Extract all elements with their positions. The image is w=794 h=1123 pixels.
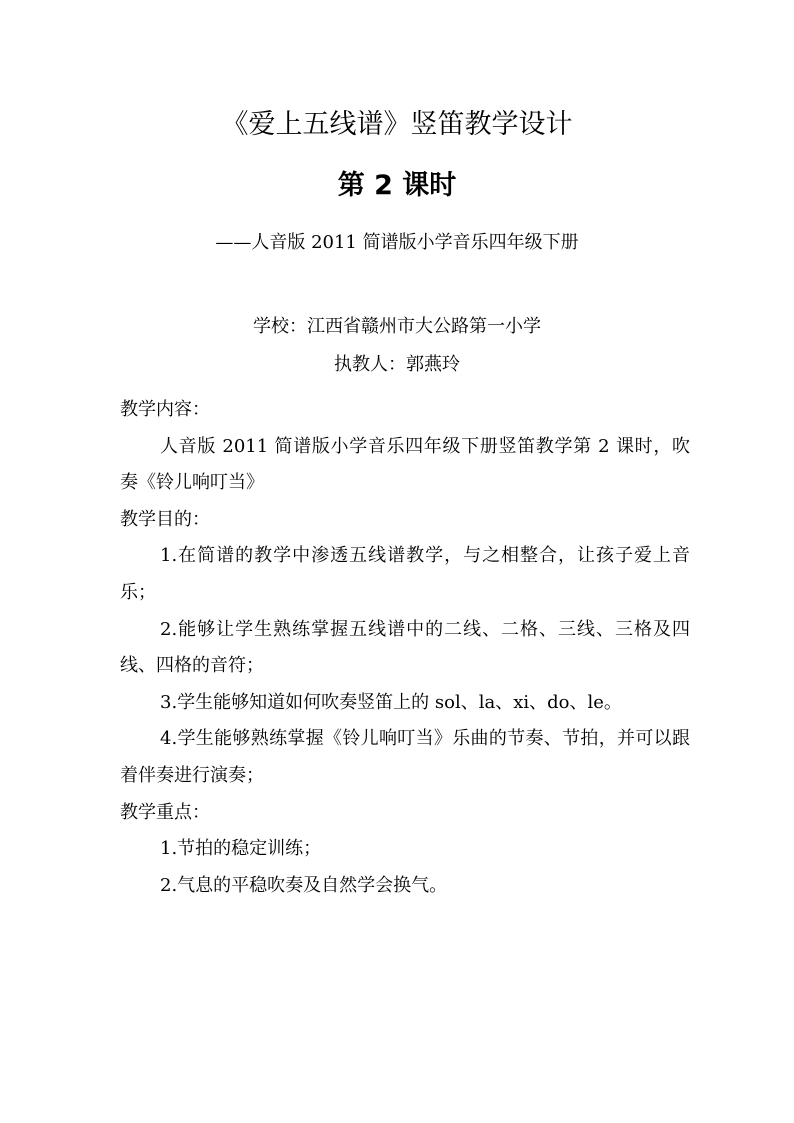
focus-item-1: 1.节拍的稳定训练； [160,838,322,860]
focus-item-2: 2.气息的平稳吹奏及自然学会换气。 [160,874,448,896]
document-body [120,392,690,904]
goals-heading: 教学目的： [120,508,210,530]
goal-item-2: 2.能够让学生熟练掌握五线谱中的二线、二格、三线、三格及四线、四格的音符； [120,618,690,677]
goal-item-1: 1.在简谱的教学中渗透五线谱教学，与之相整合，让孩子爱上音乐； [120,545,690,603]
document-subtitle: ——人音版 2011 简谱版小学音乐四年级下册 [215,232,579,253]
lesson-number: 第 2 课时 [337,170,457,201]
content-heading: 教学内容： [120,399,210,420]
document-title: 《爱上五线谱》竖笛教学设计 [221,109,573,140]
focus-heading: 教学重点： [120,801,210,823]
content-paragraph: 人音版 2011 简谱版小学音乐四年级下册竖笛教学第 2 课时，吹奏《铃儿响叮当》 [120,435,690,494]
goal-item-4: 4.学生能够熟练掌握《铃儿响叮当》乐曲的节奏、节拍，并可以跟着伴奏进行演奏； [120,728,690,786]
school-line: 学校：江西省赣州市大公路第一小学 [253,316,541,337]
goal-item-3: 3.学生能够知道如何吹奏竖笛上的 sol、la、xi、do、le。 [160,691,622,713]
teacher-line: 执教人：郭燕玲 [334,354,460,375]
